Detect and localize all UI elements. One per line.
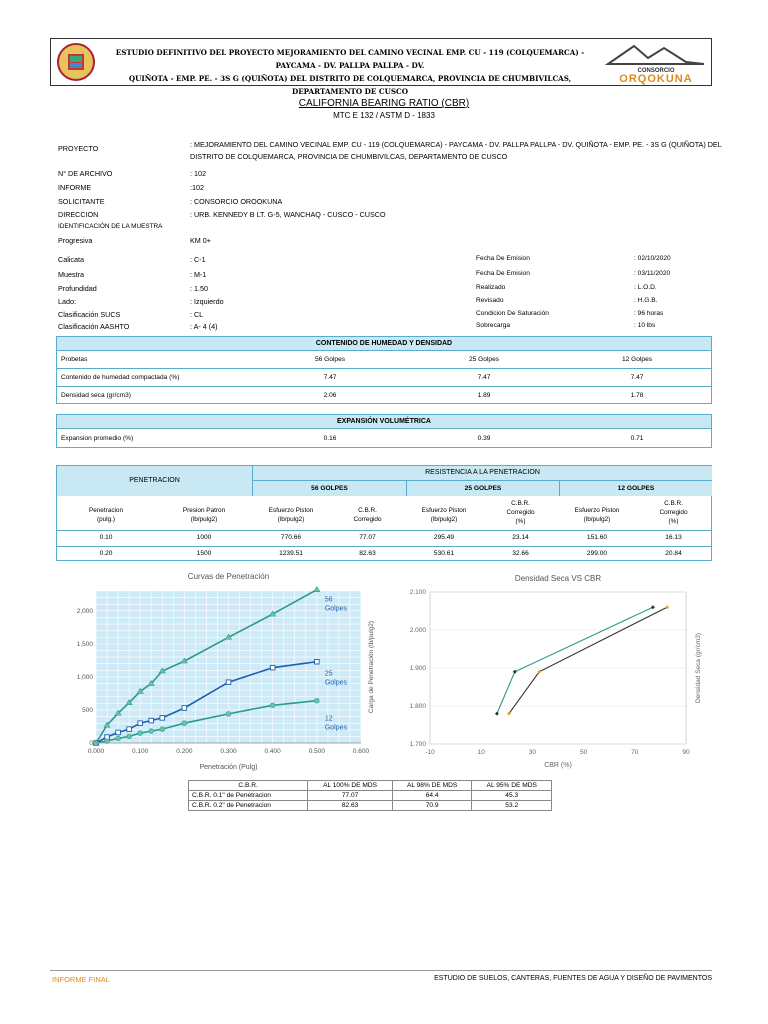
y-tick-label: 1,500 — [76, 640, 93, 648]
humedad-cell: 1.78 — [630, 392, 644, 399]
penetracion-group-head: 56 GOLPES — [253, 480, 406, 496]
sample-value: : Izquierdo — [190, 297, 224, 306]
col-head-line: Penetracion — [88, 507, 124, 514]
penetracion-col-head — [155, 506, 253, 524]
y-tick-label: 2,000 — [76, 607, 93, 615]
sample-right-label: Sobrecarga — [476, 322, 511, 329]
page-title: CALIFORNIA BEARING RATIO (CBR) — [298, 98, 470, 109]
data-point — [182, 721, 187, 726]
data-point — [138, 721, 143, 726]
penetracion-cell: 770.66 — [280, 534, 302, 541]
x-tick-label: 50 — [579, 749, 588, 756]
x-tick-label: 0.000 — [87, 748, 105, 755]
cbr-cell: C.B.R. 0.1" de Penetracion — [189, 791, 308, 801]
penetracion-cell: 0.20 — [99, 550, 113, 557]
col-head-line: Esfuerzo Piston — [268, 507, 314, 514]
x-tick-label: 70 — [631, 749, 639, 756]
humedad-head: CONTENIDO DE HUMEDAD Y DENSIDAD — [57, 337, 711, 350]
header-title — [100, 46, 600, 98]
id-muestra-heading: IDENTIFICACIÓN DE LA MUESTRA — [58, 223, 163, 230]
col-head-line: Corregido — [506, 509, 535, 516]
expansion-cell: 0.71 — [630, 435, 644, 442]
data-point — [127, 727, 132, 732]
penetracion-cell: 16.13 — [665, 534, 682, 541]
penetracion-cell: 151.60 — [586, 534, 608, 541]
humedad-cell: 25 Golpes — [468, 356, 500, 363]
sample-right-value: : 02/10/2020 — [634, 255, 671, 262]
penetracion-cell: 299.00 — [586, 550, 608, 557]
col-head-line: C.B.R. — [664, 500, 683, 507]
x-tick-label: 0.200 — [176, 748, 193, 755]
humedad-cell: 12 Golpes — [621, 356, 653, 363]
info-value: : 102 — [190, 169, 206, 178]
info-label: SOLICITANTE — [58, 197, 105, 206]
penetracion-col-head — [406, 506, 482, 524]
cbr-cell: 70.9 — [392, 801, 472, 811]
col-head-line: (lb/pulg2) — [277, 516, 305, 523]
penetracion-col-head — [253, 506, 329, 524]
data-point — [270, 703, 275, 708]
density-vs-cbr-chart — [390, 570, 712, 775]
y-tick-label: 0 — [89, 740, 93, 747]
humedad-table — [56, 336, 712, 404]
penetracion-col-head — [57, 506, 155, 524]
penetracion-cell: 530.61 — [433, 550, 455, 557]
x-tick-label: 0.500 — [308, 748, 325, 755]
expansion-cell: 0.16 — [323, 435, 337, 442]
data-point — [116, 730, 121, 735]
penetracion-cell: 82.63 — [359, 550, 376, 557]
y-tick-label: 2.000 — [409, 627, 426, 634]
progresiva-label: Progresiva — [58, 236, 93, 245]
consorcio-logo — [604, 42, 708, 85]
data-point — [226, 712, 231, 717]
sample-value: : CL — [190, 310, 204, 319]
x-tick-label: 0.600 — [352, 748, 370, 755]
series-label: Golpes — [324, 679, 348, 687]
chart-title: Densidad Seca VS CBR — [514, 574, 602, 583]
penetracion-cell: 0.10 — [99, 534, 113, 541]
cbr-summary-table — [188, 780, 552, 811]
cbr-head-cell: C.B.R. — [189, 781, 308, 791]
penetracion-group-head: 12 GOLPES — [559, 480, 712, 496]
humedad-cell: 2.06 — [323, 392, 337, 399]
header-line-2: QUIÑOTA - EMP. PE. - 3S G (QUIÑOTA) DEL DISTRITO DE COLQUEMARCA, PROVINCIA DE CHUMBIVILCAS, DEPARTAMENTO DE CUSCO — [128, 74, 572, 96]
sample-right-label: Fecha De Emision — [476, 270, 530, 277]
chart-title: Curvas de Penetración — [187, 572, 270, 581]
info-value: : MEJORAMIENTO DEL CAMINO VECINAL EMP. CU - 119 (COLQUEMARCA) - PAYCAMA - DV. PALLPA PALLPA - DV. QUIÑOTA - EMP. PE. - 3S G (QUIÑOTA) DEL — [190, 140, 722, 149]
info-label: PROYECTO — [58, 144, 99, 153]
humedad-row-label: Densidad seca (gr/cm3) — [61, 392, 131, 399]
data-point — [160, 716, 165, 721]
sample-right-value: : 10 lbs — [634, 322, 656, 329]
data-point — [314, 587, 320, 592]
info-label: DIRECCION — [58, 210, 99, 219]
expansion-label: Expansion promedio (%) — [61, 435, 134, 442]
y-axis-label: Densidad Seca (gr/cm3) — [695, 632, 702, 704]
penetracion-cell: 1239.51 — [279, 550, 303, 557]
municipal-seal-icon — [56, 42, 96, 82]
series-label: 12 — [324, 715, 333, 723]
expansion-head: EXPANSIÓN VOLUMÉTRICA — [57, 415, 711, 428]
humedad-row — [57, 386, 711, 404]
x-axis-label: Penetración (Pulg) — [199, 764, 258, 771]
x-tick-label: 0.400 — [264, 748, 281, 755]
y-axis-label: Carga de Penetración (lb/pulg2) — [368, 620, 375, 714]
data-point — [160, 727, 165, 732]
col-head-line: C.B.R. — [511, 500, 530, 507]
col-head-line: Esfuerzo Piston — [421, 507, 467, 514]
penetracion-cell: 77.07 — [359, 534, 376, 541]
penetracion-cell: 20.84 — [665, 550, 682, 557]
x-tick-label: 0.100 — [132, 748, 149, 755]
humedad-cell: 7.47 — [477, 374, 491, 381]
sample-label: Muestra — [58, 270, 84, 279]
y-tick-label: 1.800 — [409, 703, 426, 710]
project-line-2: DISTRITO DE COLQUEMARCA, PROVINCIA DE CHUMBIVILCAS, DEPARTAMENTO DE CUSCO — [190, 152, 508, 161]
footer-divider — [50, 970, 712, 971]
expansion-data-row — [57, 428, 711, 448]
info-label: N° DE ARCHIVO — [58, 169, 113, 178]
cbr-head-cell: AL 95% DE MDS — [472, 781, 552, 791]
sample-right-value: : 03/11/2020 — [634, 270, 671, 277]
data-point — [116, 736, 121, 741]
data-point — [182, 706, 187, 711]
penetracion-cell: 1500 — [196, 550, 212, 557]
sample-label: Calicata — [58, 255, 84, 264]
sample-right-value: : H.G.B. — [634, 297, 658, 304]
col-head-line: Corregido — [659, 509, 688, 516]
col-head-line: (%) — [515, 518, 526, 525]
humedad-rows — [57, 350, 711, 404]
humedad-row — [57, 350, 711, 368]
col-head-line: C.B.R. — [358, 507, 377, 514]
expansion-row — [57, 428, 711, 448]
row-divider — [57, 546, 712, 547]
penetracion-col-head — [329, 506, 406, 524]
sample-right-label: Realizado — [476, 284, 506, 291]
col-head-line: (pulg.) — [96, 516, 116, 523]
penetracion-cell: 23.14 — [512, 534, 529, 541]
sample-right-label: Revisado — [476, 297, 504, 304]
cbr-cell: 45.3 — [472, 791, 552, 801]
data-point — [127, 734, 132, 739]
col-head-line: (%) — [668, 518, 679, 525]
logo-small-text: CONSORCIO — [637, 68, 675, 74]
cbr-head-cell: AL 98% DE MDS — [392, 781, 472, 791]
cbr-cell: C.B.R. 0.2" de Penetracion — [189, 801, 308, 811]
sample-label: Lado: — [58, 297, 76, 306]
y-tick-label: 1.700 — [409, 741, 426, 748]
y-tick-label: 1,000 — [76, 673, 93, 681]
x-tick-label: 30 — [528, 749, 537, 756]
cbr-row — [189, 801, 552, 811]
col-head-line: Presion Patron — [182, 507, 226, 514]
col-head-line: (lb/pulg2) — [190, 516, 218, 523]
logo-big-text: ORQOKUNA — [619, 73, 693, 85]
footer-left: INFORME FINAL — [52, 975, 110, 984]
penetracion-right-head: RESISTENCIA A LA PENETRACION — [253, 466, 712, 480]
x-tick-label: 10 — [477, 749, 485, 756]
page-subtitle: MTC E 132 / ASTM D - 1833 — [333, 111, 435, 120]
sample-value: : 1.50 — [190, 284, 208, 293]
series-label: 56 — [324, 596, 333, 604]
humedad-cell: 1.89 — [477, 392, 491, 399]
penetracion-col-head — [559, 506, 635, 524]
series-label: Golpes — [324, 724, 348, 732]
y-tick-label: 500 — [82, 706, 93, 714]
col-head-line: (lb/pulg2) — [430, 516, 458, 523]
sample-value: : A- 4 (4) — [190, 322, 218, 331]
sample-label: Profundidad — [58, 284, 97, 293]
penetracion-cell: 1000 — [196, 534, 212, 541]
x-tick-label: 0.300 — [220, 748, 237, 755]
x-axis-label: CBR (%) — [544, 762, 572, 769]
sample-label: Clasificación SUCS — [58, 310, 121, 319]
footer-right: ESTUDIO DE SUELOS, CANTERAS, FUENTES DE AGUA Y DISEÑO DE PAVIMENTOS — [434, 975, 712, 982]
data-point — [149, 729, 154, 734]
col-head-line: Esfuerzo Piston — [574, 507, 620, 514]
info-label: INFORME — [58, 183, 92, 192]
data-point — [149, 718, 154, 723]
y-tick-label: 2.100 — [409, 589, 426, 596]
penetracion-col-head — [482, 499, 559, 526]
cbr-head-cell: AL 100% DE MDS — [308, 781, 393, 791]
x-tick-label: 90 — [682, 749, 690, 756]
penetracion-table — [56, 465, 712, 561]
sample-right-label: Condicion De Saturación — [476, 310, 549, 317]
penetracion-left-head: PENETRACION — [57, 466, 253, 496]
series-label: 25 — [324, 670, 333, 678]
y-tick-label: 1.900 — [409, 665, 426, 672]
cbr-cell: 77.07 — [308, 791, 393, 801]
data-point — [270, 665, 275, 670]
humedad-row-label: Probetas — [61, 356, 88, 363]
humedad-cell: 56 Golpes — [314, 356, 346, 363]
expansion-table — [56, 414, 712, 448]
sample-value: : M-1 — [190, 270, 207, 279]
expansion-cell: 0.39 — [477, 435, 491, 442]
col-head-line: (lb/pulg2) — [583, 516, 611, 523]
cbr-cell: 82.63 — [308, 801, 393, 811]
series-label: Golpes — [324, 605, 348, 613]
progresiva-value: KM 0+ — [190, 236, 211, 245]
humedad-row — [57, 368, 711, 386]
penetration-curves-chart — [56, 565, 378, 775]
cbr-cell: 53.2 — [472, 801, 552, 811]
penetracion-col-head — [635, 499, 712, 526]
data-point — [226, 680, 231, 685]
info-value: :102 — [190, 183, 204, 192]
data-point — [315, 659, 320, 664]
sample-right-value: : L.O.D. — [634, 284, 657, 291]
info-value: : URB. KENNEDY B LT. G-5, WANCHAQ - CUSCO - CUSCO — [190, 210, 386, 219]
humedad-cell: 7.47 — [630, 374, 644, 381]
cbr-cell: 64.4 — [392, 791, 472, 801]
humedad-cell: 7.47 — [323, 374, 337, 381]
header-line-1: ESTUDIO DEFINITIVO DEL PROYECTO MEJORAMIENTO DEL CAMINO VECINAL EMP. CU - 119 (COLQUEMARCA) - PAYCAMA - DV. PALLPA PALLPA - DV. — [115, 48, 585, 70]
penetracion-group-head: 25 GOLPES — [406, 480, 559, 496]
sample-value: : C-1 — [190, 255, 206, 264]
sample-right-label: Fecha De Emision — [476, 255, 530, 262]
data-point — [138, 731, 143, 736]
mountain-icon — [604, 42, 708, 66]
x-tick-label: -10 — [425, 749, 435, 756]
humedad-row-label: Contenido de humedad compactada (%) — [61, 374, 180, 381]
data-point — [314, 698, 319, 703]
sample-right-value: : 96 horas — [634, 310, 664, 317]
cbr-row — [189, 791, 552, 801]
penetracion-cell: 32.66 — [512, 550, 529, 557]
penetracion-cell: 295.49 — [433, 534, 455, 541]
col-head-line: Corregido — [353, 516, 382, 523]
sample-label: Clasificación AASHTO — [58, 322, 130, 331]
row-divider — [57, 530, 712, 531]
info-value: : CONSORCIO OROOKUNA — [190, 197, 283, 206]
cbr-head-row — [189, 781, 552, 791]
